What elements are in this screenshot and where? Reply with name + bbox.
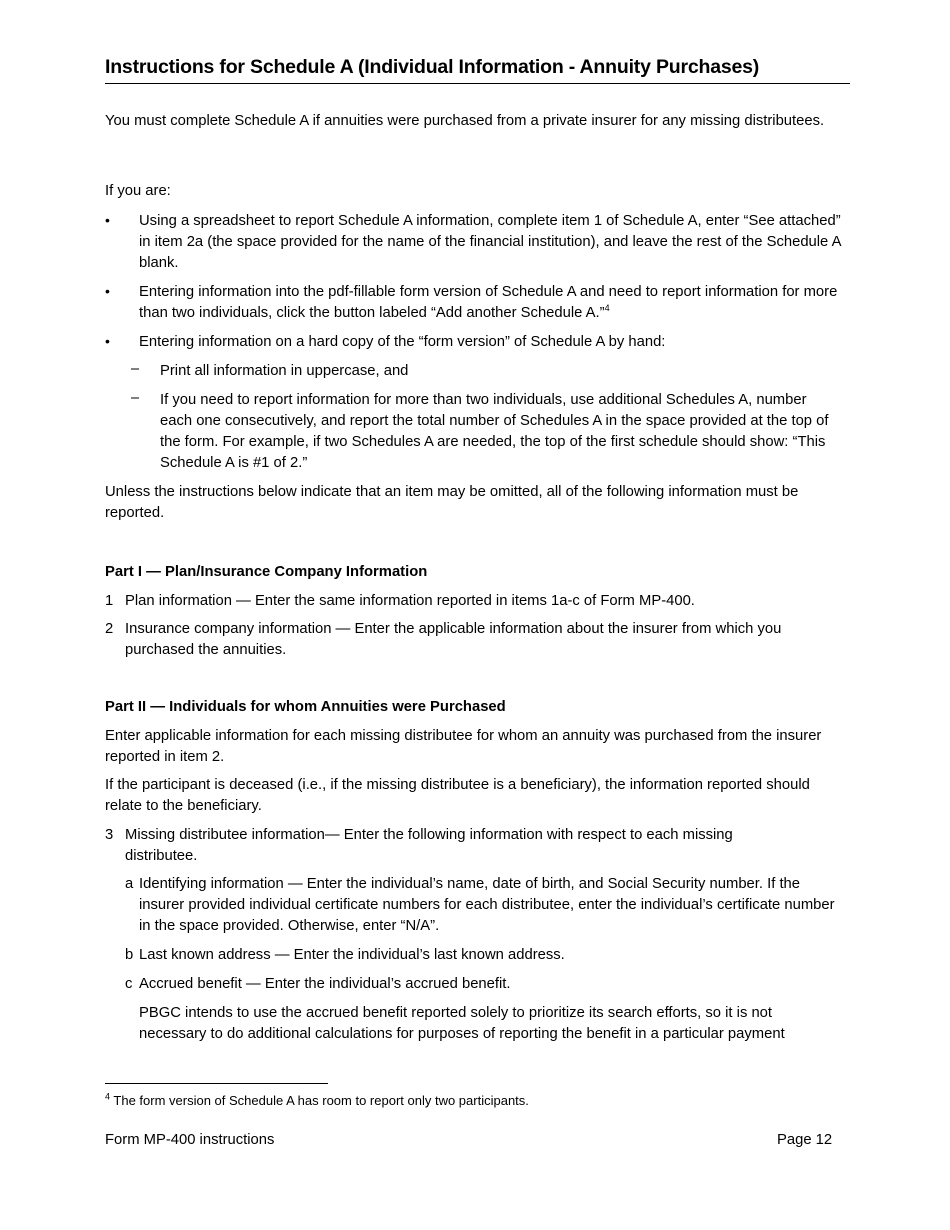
dash-marker: – <box>131 361 140 377</box>
subitem-letter: b <box>125 947 134 963</box>
subitem-a-text: Identifying information — Enter the individual’s name, date of birth, and Social Security number. If the insurer provided individual certificate numbers for each distributee, enter the individual’s certificate number in the space provided. Otherwise, enter “N/A”. <box>139 876 835 934</box>
item-number: 2 <box>105 621 114 637</box>
dash-item-2: If you need to report information for more than two individuals, use additional Schedules A, number each one consecutively, and report the total number of Schedules A in the space provided at the top of the form. For example, if two Schedules A are needed, the top of the first schedule should show: “This Schedule A is #1 of 2.” <box>160 392 829 471</box>
footer-form-name: Form MP-400 instructions <box>105 1132 275 1148</box>
item-3-text: Missing distributee information— Enter the following information with respect to each missing distributee. <box>125 827 733 864</box>
part2-paragraph-1: Enter applicable information for each missing distributee for whom an annuity was purchased from the insurer reported in item 2. <box>105 728 822 765</box>
bullet-item-2: Entering information into the pdf-fillable form version of Schedule A and need to report information for more than two individuals, click the button labeled “Add another Schedule A.”$^4$ <box>139 284 838 321</box>
part2-paragraph-2: If the participant is deceased (i.e., if the missing distributee is a beneficiary), the information reported should relate to the beneficiary. <box>105 777 810 814</box>
bullet-marker: • <box>105 212 110 228</box>
footnote-reference: 4 <box>604 303 610 314</box>
footnote-separator <box>105 1083 328 1084</box>
subitem-b-text: Last known address — Enter the individual’s last known address. <box>139 947 565 963</box>
item-number: 3 <box>105 827 114 843</box>
part2-heading: Part II — Individuals for whom Annuities were Purchased <box>105 699 506 715</box>
bullet-item-1: Using a spreadsheet to report Schedule A information, complete item 1 of Schedule A, enter “See attached” in item 2a (the space provided for the name of the financial institution), and leave the rest of the Schedule A blank. <box>139 213 841 271</box>
item-2-text: Insurance company information — Enter the applicable information about the insurer from which you purchased the annuities. <box>125 621 782 658</box>
intro-paragraph: You must complete Schedule A if annuities were purchased from a private insurer for any missing distributees. <box>105 113 825 129</box>
subitem-c-text: Accrued benefit — Enter the individual’s accrued benefit. <box>139 976 511 992</box>
subitem-letter: a <box>125 876 134 892</box>
bullet-marker: • <box>105 283 110 299</box>
subitem-letter: c <box>125 976 133 992</box>
dash-item-1: Print all information in uppercase, and <box>160 363 409 379</box>
page-title: Instructions for Schedule A (Individual Information - Annuity Purchases) <box>105 56 760 78</box>
footnote <box>105 1093 529 1108</box>
part1-heading: Part I — Plan/Insurance Company Information <box>105 564 428 580</box>
unless-paragraph: Unless the instructions below indicate that an item may be omitted, all of the following information must be reported. <box>105 484 799 521</box>
item-1-text: Plan information — Enter the same information reported in items 1a-c of Form MP-400. <box>125 593 695 609</box>
pbgc-paragraph: PBGC intends to use the accrued benefit reported solely to prioritize its search efforts, so it is not necessary to do additional calculations for purposes of reporting the benefit in a particular payment <box>139 1005 785 1042</box>
bullet-item-3: Entering information on a hard copy of the “form version” of Schedule A by hand: <box>139 334 666 350</box>
if-you-are-label: If you are: <box>105 183 171 199</box>
dash-marker: – <box>131 390 140 406</box>
title-underline <box>105 83 850 84</box>
footnote-text: The form version of Schedule A has room to report only two participants. <box>113 1093 529 1108</box>
footer-page-number: Page 12 <box>777 1132 833 1148</box>
footnote-number: 4 <box>105 1091 111 1102</box>
bullet-marker: • <box>105 333 110 349</box>
item-number: 1 <box>105 593 114 609</box>
